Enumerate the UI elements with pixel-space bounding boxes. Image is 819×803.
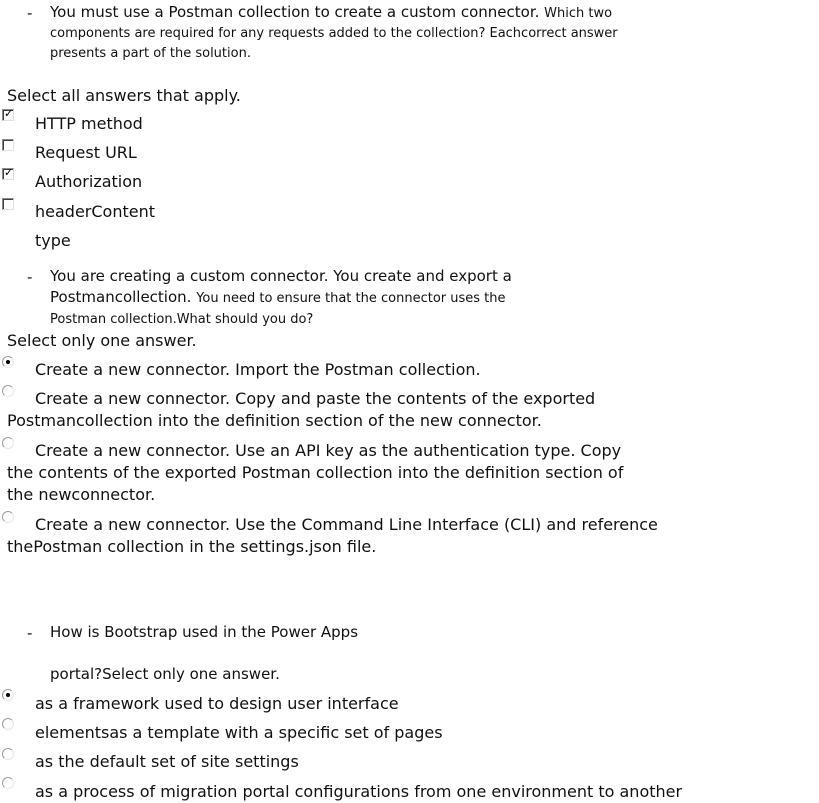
option-label: Create a new connector. Import the Postman collection. (35, 360, 481, 379)
option-label: as a process of migration portal configurations from one environment to another (35, 782, 683, 801)
q3-prompt-line-1: How is Bootstrap used in the Power Apps (50, 623, 359, 641)
radio-button[interactable] (2, 777, 14, 789)
option-label: as a framework used to design user interface (35, 694, 399, 713)
q3-prompt-line-2: portal?Select only one answer. (50, 665, 280, 683)
option-label: elementsas a template with a specific set of pages (35, 723, 443, 742)
check-mark-icon: ✓ (4, 107, 14, 120)
q2-prompt-line-2 (50, 287, 506, 309)
option-label: HTTP method (35, 114, 143, 133)
option-label: Create a new connector. Copy and paste the contents of the exported (35, 389, 596, 408)
radio-selected-icon (6, 360, 10, 364)
radio-button[interactable] (2, 356, 14, 368)
q3-bullet-dash: - (27, 624, 33, 642)
radio-button[interactable] (2, 385, 14, 397)
q1-bullet-dash: - (27, 4, 33, 22)
q1-prompt-line-2: components are required for any requests added to the collection? Eachcorrect answer (50, 26, 618, 41)
option-label: headerContent (35, 202, 155, 221)
q1-prompt-main: You must use a Postman collection to create a custom connector. (50, 3, 540, 21)
checkbox[interactable] (2, 139, 14, 151)
option-label-continued: the contents of the exported Postman collection into the definition section of (7, 463, 624, 482)
option-label-continued: thePostman collection in the settings.json file. (7, 537, 377, 556)
radio-selected-icon (6, 693, 10, 697)
q2-instruction: Select only one answer. (7, 331, 197, 350)
option-label: Create a new connector. Use an API key as the authentication type. Copy (35, 441, 622, 460)
option-label-continued: the newconnector. (7, 485, 156, 504)
checkbox[interactable] (2, 109, 14, 121)
option-label: Request URL (35, 143, 137, 162)
q1-trailing-text: type (35, 231, 71, 250)
radio-button[interactable] (2, 689, 14, 701)
q1-prompt-small: Which two (544, 6, 613, 21)
option-label: Create a new connector. Use the Command Line Interface (CLI) and reference (35, 515, 658, 534)
radio-button[interactable] (2, 511, 14, 523)
option-label: as the default set of site settings (35, 752, 299, 771)
q1-prompt-line-3: presents a part of the solution. (50, 46, 251, 61)
radio-button[interactable] (2, 437, 14, 449)
checkbox[interactable] (2, 168, 14, 180)
option-label-continued: Postmancollection into the definition section of the new connector. (7, 411, 542, 430)
q2-prompt-line-3: Postman collection.What should you do? (50, 312, 314, 327)
q2-prompt-main: Postmancollection. (50, 288, 192, 306)
q1-prompt-line-1 (50, 2, 612, 24)
radio-button[interactable] (2, 718, 14, 730)
radio-button[interactable] (2, 748, 14, 760)
q2-prompt-small: You need to ensure that the connector uses the (196, 291, 506, 306)
checkbox[interactable] (2, 198, 14, 210)
check-mark-icon: ✓ (4, 166, 14, 179)
option-label: Authorization (35, 172, 143, 191)
q1-instruction: Select all answers that apply. (7, 86, 241, 105)
q2-bullet-dash: - (27, 268, 33, 286)
q2-prompt-line-1: You are creating a custom connector. You create and export a (50, 267, 512, 285)
